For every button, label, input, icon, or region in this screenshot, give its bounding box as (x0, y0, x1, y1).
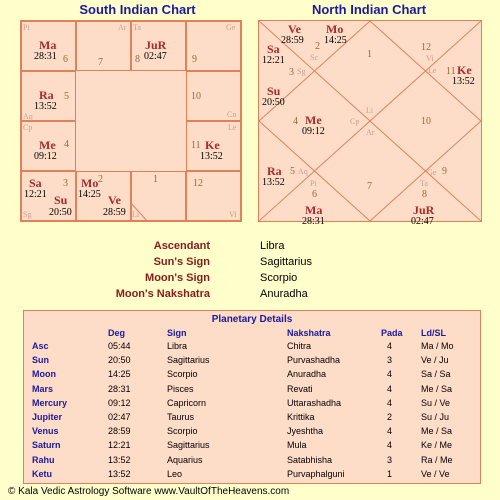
planet-sign: Taurus (167, 412, 195, 422)
header-sign: Sign (167, 328, 187, 338)
planet-pada: 4 (387, 426, 393, 437)
north-planet-sun: Su (267, 84, 281, 98)
planet-nakshatra: Uttarashadha (287, 397, 342, 408)
north-planet-saturn: Sa (267, 42, 280, 56)
south-house-number: 11 (191, 140, 201, 151)
north-sign-ar: Ar (366, 128, 375, 137)
north-sign-cp: Cp (350, 117, 360, 126)
south-planet-degree: 28:31 (34, 51, 57, 62)
planet-sign: Aquarius (167, 454, 203, 465)
planet-name: Venus (32, 426, 59, 437)
planet-lord: Sa / Sa (421, 369, 451, 380)
planet-sign: Scorpio (167, 369, 198, 380)
south-sign-pi: Pi (23, 23, 30, 32)
planet-sign: Scorpio (167, 426, 198, 437)
planet-sign: Leo (167, 468, 183, 479)
planet-nakshatra: Satabhisha (287, 454, 333, 465)
south-planet-ketu: Ke (205, 138, 220, 152)
planet-nakshatra: Revati (287, 383, 313, 394)
north-planet-mercury: Me (305, 113, 322, 127)
planet-degree: 05:44 (108, 341, 131, 351)
moon-sign-value: Scorpio (260, 272, 298, 284)
south-sign-cn: Cn (227, 110, 237, 119)
north-planet-degree: 28:31 (302, 216, 325, 227)
north-planet-jupiter: JuR (413, 203, 435, 217)
planet-lord: Su / Ju (421, 412, 450, 422)
planet-nakshatra: Mula (287, 440, 307, 451)
north-sign-ta: Ta (420, 179, 428, 188)
north-house-number: 1 (367, 49, 372, 60)
planet-name: Sun (32, 355, 49, 366)
south-house-number: 1 (153, 174, 158, 185)
north-planet-venus: Ve (288, 22, 301, 36)
south-sign-li: Li (132, 210, 140, 219)
sun-sign-label: Sun's Sign (153, 256, 210, 268)
south-sign-cp: Cp (23, 123, 33, 132)
planet-nakshatra: Chitra (287, 341, 312, 351)
planet-lord: Ra / Me (421, 454, 453, 465)
north-house-number: 11 (446, 66, 456, 77)
south-planet-mars: Ma (39, 38, 57, 52)
south-house-number: 10 (191, 91, 201, 102)
planet-pada: 4 (387, 383, 393, 394)
planet-pada: 4 (387, 440, 393, 451)
north-indian-chart (258, 20, 482, 227)
planet-name: Saturn (32, 440, 61, 451)
north-planet-degree: 09:12 (302, 126, 325, 137)
south-planet-rahu: Ra (39, 88, 54, 102)
north-house-number: 3 (289, 67, 294, 78)
south-planet-degree: 14:25 (78, 189, 101, 200)
planet-sign: Capricorn (167, 397, 207, 408)
north-house-number: 8 (422, 189, 427, 200)
planet-pada: 2 (387, 412, 393, 422)
planet-pada: 4 (387, 369, 393, 380)
north-planet-degree: 20:50 (262, 97, 285, 108)
south-sign-ge: Ge (226, 23, 236, 32)
south-house-number: 4 (64, 139, 69, 150)
south-sign-sg: Sg (23, 210, 32, 219)
planet-sign: Pisces (167, 383, 194, 394)
south-sign-ta: Ta (133, 23, 141, 32)
south-planet-degree: 09:12 (34, 151, 57, 162)
planetary-details-panel (23, 310, 481, 484)
north-sign-pi: Pi (310, 179, 317, 188)
ascendant-label: Ascendant (153, 240, 210, 252)
planet-name: Asc (32, 341, 49, 351)
planet-name: Ketu (32, 468, 52, 479)
north-chart-title: North Indian Chart (311, 2, 427, 17)
north-house-number: 6 (312, 189, 317, 200)
south-sign-le: Le (228, 123, 237, 132)
north-sign-sc: Sc (310, 53, 318, 62)
planet-lord: Ve / Ju (421, 355, 449, 366)
south-planet-degree: 02:47 (144, 51, 167, 62)
planet-pada: 3 (387, 355, 393, 366)
planet-lord: Ma / Mo (421, 341, 454, 351)
south-house-number: 3 (63, 178, 68, 189)
north-planet-moon: Mo (326, 22, 344, 36)
north-sign-aq: Aq (298, 167, 308, 176)
south-house-number: 7 (98, 57, 103, 68)
planet-lord: Me / Sa (421, 383, 453, 394)
planet-pada: 1 (387, 468, 393, 479)
header-ld-sl: Ld/SL (421, 328, 446, 338)
header-pada: Pada (381, 328, 403, 338)
north-planet-degree: 14:25 (324, 35, 347, 46)
planet-degree: 09:12 (108, 397, 131, 408)
south-planet-saturn: Sa (29, 176, 42, 190)
north-sign-vi: Vi (426, 54, 434, 63)
north-house-number: 12 (421, 42, 431, 53)
south-planet-degree: 28:59 (103, 207, 126, 218)
south-planet-moon: Mo (81, 176, 99, 190)
planet-lord: Me / Sa (421, 426, 453, 437)
south-house-number: 2 (98, 174, 103, 185)
south-planet-degree: 20:50 (49, 207, 72, 218)
south-sign-aq: Aq (23, 112, 33, 121)
planet-degree: 20:50 (108, 355, 131, 366)
planet-degree: 13:52 (108, 468, 131, 479)
planet-degree: 13:52 (108, 454, 131, 465)
planet-lord: Ve / Ve (421, 468, 450, 479)
south-house-number: 5 (64, 91, 69, 102)
planet-degree: 28:59 (108, 426, 131, 437)
north-sign-sg: Sg (297, 67, 306, 76)
planet-degree: 14:25 (108, 369, 131, 380)
south-planet-venus: Ve (108, 193, 121, 207)
north-sign-le: Le (428, 66, 437, 75)
north-planet-degree: 13:52 (452, 76, 475, 87)
north-planet-ketu: Ke (457, 63, 472, 77)
planet-nakshatra: Purvaphalguni (287, 468, 345, 479)
south-planet-jupiter: JuR (145, 38, 167, 52)
south-planet-degree: 12:21 (24, 189, 47, 200)
north-sign-ge: Ge (427, 168, 437, 177)
north-sign-li: Li (366, 106, 374, 115)
north-house-number: 7 (367, 181, 372, 192)
north-house-number: 5 (290, 166, 295, 177)
planet-lord: Su / Ve (421, 397, 451, 408)
south-sign-vi: Vi (229, 210, 237, 219)
south-planet-mercury: Me (39, 138, 56, 152)
south-planet-sun: Su (54, 193, 68, 207)
north-planet-degree: 02:47 (411, 216, 434, 227)
south-house-number: 8 (135, 54, 140, 65)
header-deg: Deg (108, 328, 126, 338)
planet-pada: 3 (387, 454, 393, 465)
planet-pada: 4 (387, 341, 393, 351)
planet-sign: Libra (167, 341, 188, 351)
moon-nakshatra-value: Anuradha (260, 288, 308, 300)
planet-sign: Sagittarius (167, 355, 210, 366)
moon-nakshatra-label: Moon's Nakshatra (115, 288, 210, 300)
ascendant-value: Libra (260, 240, 285, 252)
planet-degree: 02:47 (108, 412, 131, 422)
planet-pada: 4 (387, 397, 393, 408)
planet-nakshatra: Purvashadha (287, 355, 341, 366)
north-house-number: 2 (315, 41, 320, 52)
planet-nakshatra: Krittika (287, 412, 315, 422)
south-sign-ar: Ar (118, 23, 127, 32)
planet-name: Jupiter (32, 412, 63, 422)
north-planet-degree: 12:21 (262, 55, 285, 66)
sun-sign-value: Sagittarius (260, 256, 312, 268)
planet-name: Moon (32, 369, 56, 380)
south-planet-degree: 13:52 (34, 101, 57, 112)
planet-name: Mars (32, 383, 54, 394)
south-house-number: 6 (63, 54, 68, 65)
south-house-number: 9 (192, 54, 197, 65)
north-planet-rahu: Ra (267, 164, 282, 178)
north-planet-degree: 13:52 (262, 177, 285, 188)
planet-name: Mercury (32, 397, 68, 408)
moon-sign-label: Moon's Sign (145, 272, 210, 284)
south-planet-degree: 13:52 (200, 151, 223, 162)
north-house-number: 9 (442, 166, 447, 177)
planet-name: Rahu (32, 454, 55, 465)
planet-degree: 28:31 (108, 383, 131, 394)
north-house-number: 4 (293, 116, 298, 127)
planet-degree: 12:21 (108, 440, 131, 451)
planet-nakshatra: Jyeshtha (287, 426, 324, 437)
planetary-details-title: Planetary Details (211, 314, 293, 325)
north-house-number: 10 (421, 116, 431, 127)
planet-nakshatra: Anuradha (287, 369, 327, 380)
header-nakshatra: Nakshatra (287, 328, 331, 338)
south-house-number: 12 (193, 178, 203, 189)
planet-sign: Sagittarius (167, 440, 210, 451)
planet-lord: Ke / Me (421, 440, 453, 451)
north-planet-degree: 28:59 (281, 35, 304, 46)
south-chart-title: South Indian Chart (79, 2, 196, 17)
footer-copyright: © Kala Vedic Astrology Software www.VaultOfTheHeavens.com (8, 486, 290, 497)
north-planet-mars: Ma (305, 203, 323, 217)
south-indian-chart (20, 20, 242, 222)
